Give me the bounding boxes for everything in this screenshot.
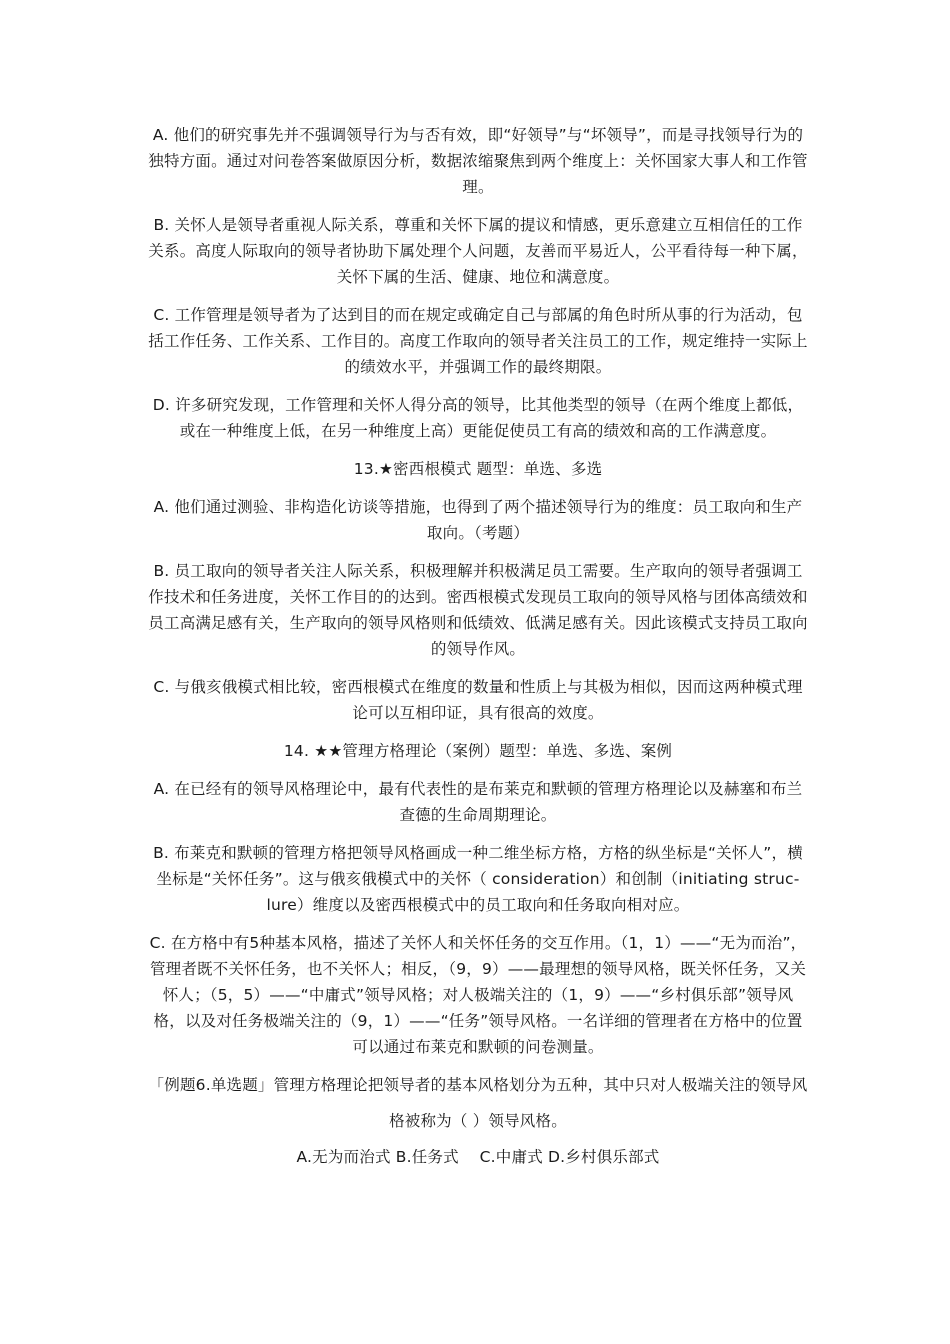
document-page (148, 122, 808, 1182)
example-question-continued: 格被称为（ ）领导风格。 (389, 1112, 567, 1130)
paragraph-grid-b: B. 布莱克和默顿的管理方格把领导风格画成一种二维坐标方格，方格的纵坐标是“关怀人”，横坐标是“关怀任务”。这与俄亥俄模式中的关怀（ consideration）和创制（initiating struc-lure）维度以及密西根模式中的员工取向和任务取向相对应。 (153, 844, 803, 914)
paragraph-michigan-b: B. 员工取向的领导者关注人际关系，积极理解并积极满足员工需要。生产取向的领导者强调工作技术和任务进度，关怀工作目的的达到。密西根模式发现员工取向的领导风格与团体高绩效和员工高满足感有关，生产取向的领导风格则和低绩效、低满足感有关。因此该模式支持员工取向的领导作风。 (148, 562, 808, 658)
example-question: 「例题6.单选题」管理方格理论把领导者的基本风格划分为五种，其中只对人极端关注的领导风 (148, 1076, 808, 1094)
paragraph-ohio-c: C. 工作管理是领导者为了达到目的而在规定或确定自己与部属的角色时所从事的行为活动，包括工作任务、工作关系、工作目的。高度工作取向的领导者关注员工的工作，规定维持一实际上的绩效水平，并强调工作的最终期限。 (148, 306, 808, 376)
paragraph-grid-c: C. 在方格中有5种基本风格，描述了关怀人和关怀任务的交互作用。（1，1）——“无为而治”，管理者既不关怀任务，也不关怀人；相反，（9，9）——最理想的领导风格，既关怀任务，又关怀人；（5，5）——“中庸式”领导风格；对人极端关注的（1，9）——“乡村俱乐部”领导风格，以及对任务极端关注的（9，1）——“任务”领导风格。一名详细的管理者在方格中的位置可以通过布莱克和默顿的问卷测量。 (149, 934, 807, 1056)
paragraph-grid-a: A. 在已经有的领导风格理论中，最有代表性的是布莱克和默顿的管理方格理论以及赫塞和布兰查德的生命周期理论。 (153, 780, 803, 824)
paragraph-ohio-a: A. 他们的研究事先并不强调领导行为与否有效，即“好领导”与“坏领导”，而是寻找领导行为的独特方面。通过对问卷答案做原因分析，数据浓缩聚焦到两个维度上：关怀国家大事人和工作管理。 (148, 126, 808, 196)
example-options: A.无为而治式 B.任务式 C.中庸式 D.乡村俱乐部式 (296, 1148, 660, 1166)
section-heading-michigan: 13.★密西根模式 题型：单选、多选 (353, 460, 603, 478)
paragraph-ohio-d: D. 许多研究发现，工作管理和关怀人得分高的领导，比其他类型的领导（在两个维度上都低，或在一种维度上低，在另一种维度上高）更能促使员工有高的绩效和高的工作满意度。 (152, 396, 804, 440)
paragraph-ohio-b: B. 关怀人是领导者重视人际关系，尊重和关怀下属的提议和情感，更乐意建立互相信任的工作关系。高度人际取向的领导者协助下属处理个人问题，友善而平易近人，公平看待每一种下属，关怀下属的生活、健康、地位和满意度。 (148, 216, 808, 286)
section-heading-managerial-grid: 14. ★★管理方格理论（案例）题型：单选、多选、案例 (283, 742, 673, 760)
paragraph-michigan-c: C. 与俄亥俄模式相比较，密西根模式在维度的数量和性质上与其极为相似，因而这两种模式理论可以互相印证，具有很高的效度。 (153, 678, 803, 722)
paragraph-michigan-a: A. 他们通过测验、非构造化访谈等措施，也得到了两个描述领导行为的维度：员工取向和生产取向。（考题） (153, 498, 803, 542)
